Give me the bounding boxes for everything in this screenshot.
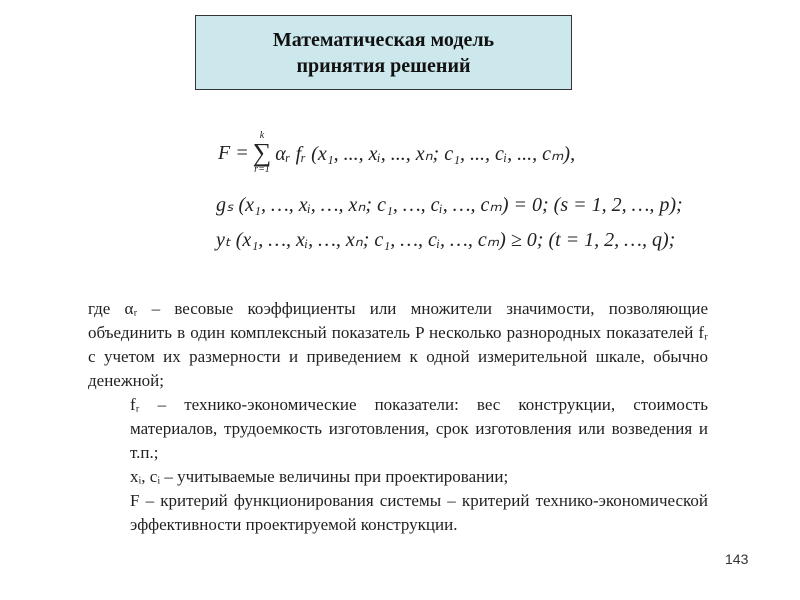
sum-upper-limit: k xyxy=(259,130,265,141)
title-line-2: принятия решений xyxy=(296,54,471,77)
slide-title-box xyxy=(195,15,572,90)
sum-lower-limit: r=1 xyxy=(254,164,270,175)
objective-formula xyxy=(218,128,575,178)
objective-lhs: F = xyxy=(218,141,249,164)
description-variables: xᵢ, cᵢ – учитываемые величины при проектировании; xyxy=(130,467,509,486)
page-number: 143 xyxy=(725,551,749,567)
equality-constraint xyxy=(216,192,683,217)
inequality-constraint-text: yₜ (x₁, …, xᵢ, …, xₙ; c₁, …, cᵢ, …, cₘ) ≥ 0; (t = 1, 2, …, q); xyxy=(216,229,676,251)
inequality-constraint xyxy=(216,227,675,252)
description-weights: где αᵣ – весовые коэффициенты или множители значимости, позволяющие объединить в один комплексный показатель P несколько разнородных показателей fᵣ с учетом их размерности и приведением к одной измерительной шкале, обычно денежной; xyxy=(88,299,708,390)
description-indicators: fᵣ – технико-экономические показатели: вес конструкции, стоимость материалов, трудоемкость изготовления, срок изготовления или возведения и т.п.; xyxy=(130,395,708,462)
objective-rhs: αᵣ fᵣ (x₁, ..., xᵢ, ..., xₙ; c₁, ..., cᵢ, ..., cₘ), xyxy=(275,142,576,165)
description-block xyxy=(88,297,708,537)
summation-sign xyxy=(253,131,272,175)
description-criterion: F – критерий функционирования системы – критерий технико-экономической эффективности проектируемой конструкции. xyxy=(130,491,708,534)
sigma-icon: ∑ xyxy=(252,138,272,167)
equality-constraint-text: gₛ (x₁, …, xᵢ, …, xₙ; c₁, …, cᵢ, …, cₘ) = 0; (s = 1, 2, …, p); xyxy=(216,194,683,216)
title-line-1: Математическая модель xyxy=(272,28,495,51)
